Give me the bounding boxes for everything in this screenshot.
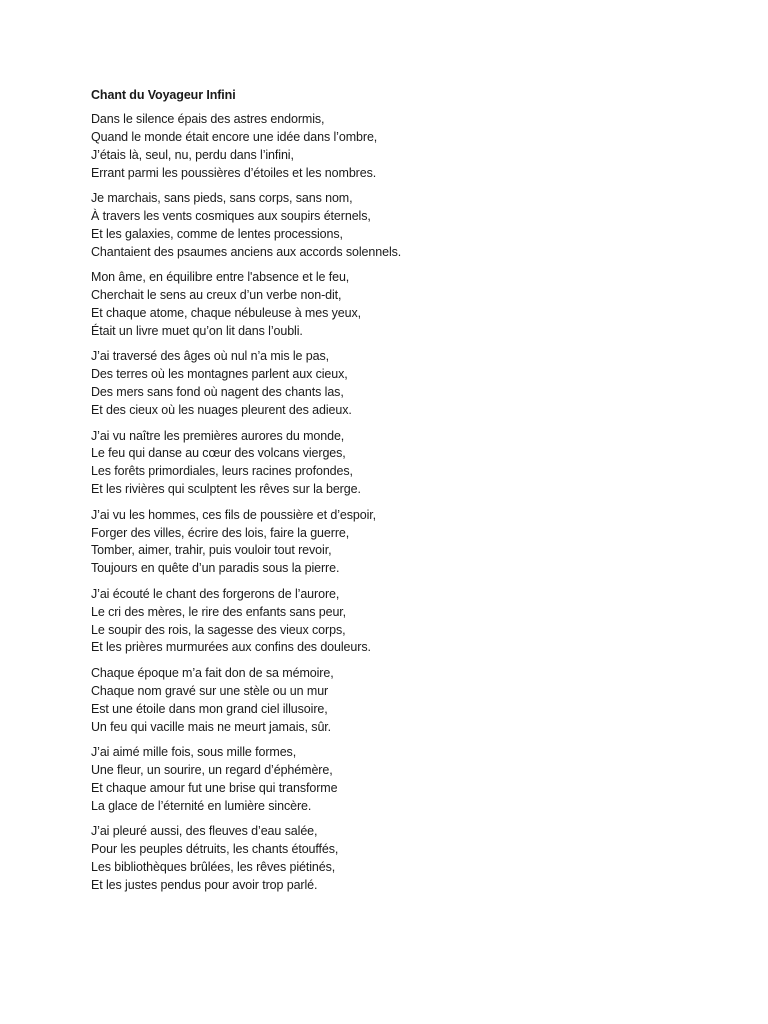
stanza [91,744,731,816]
poem-line: Quand le monde était encore une idée dans l’ombre, [91,129,378,144]
document-page [91,86,731,902]
poem-line: Chaque nom gravé sur une stèle ou un mur [91,683,329,698]
stanza [91,111,731,183]
poem-line: Les bibliothèques brûlées, les rêves piétinés, [91,859,336,874]
poem-line: Errant parmi les poussières d’étoiles et les nombres. [91,165,377,180]
poem-line: Les forêts primordiales, leurs racines profondes, [91,464,353,479]
poem-line: J’ai traversé des âges où nul n’a mis le pas, [91,349,329,364]
poem-line: Le soupir des rois, la sagesse des vieux corps, [91,622,346,637]
poem-line: J’ai pleuré aussi, des fleuves d’eau salée, [91,824,318,839]
poem-line: Dans le silence épais des astres endormis, [91,112,325,126]
poem-line: Toujours en quête d’un paradis sous la pierre. [91,561,340,576]
poem-line: Cherchait le sens au creux d’un verbe non-dit, [91,288,342,303]
stanza [91,428,731,500]
poem-line: Et les galaxies, comme de lentes processions, [91,226,343,241]
poem-line: Est une étoile dans mon grand ciel illusoire, [91,701,328,716]
poem-line: La glace de l’éternité en lumière sincère. [91,798,312,813]
poem-line: Et des cieux où les nuages pleurent des adieux. [91,403,352,418]
poem-line: J’ai vu les hommes, ces fils de poussière et d’espoir, [91,507,377,522]
poem-line: Le cri des mères, le rire des enfants sans peur, [91,604,347,619]
stanza [91,586,731,658]
stanza [91,348,731,420]
poem-line: Chaque époque m’a fait don de sa mémoire, [91,665,334,680]
stanza [91,823,731,895]
poem-line: Pour les peuples détruits, les chants étouffés, [91,842,339,857]
poem-line: Forger des villes, écrire des lois, faire la guerre, [91,525,350,540]
poem-line: À travers les vents cosmiques aux soupirs éternels, [91,209,371,224]
poem-line: Et chaque atome, chaque nébuleuse à mes yeux, [91,306,361,321]
poem-line: Était un livre muet qu’on lit dans l’oubli. [91,323,303,338]
poem-line: Un feu qui vacille mais ne meurt jamais, sûr. [91,719,332,734]
stanza [91,190,731,262]
poem-line: Une fleur, un sourire, un regard d’éphémère, [91,762,333,777]
poem-line: Et les prières murmurées aux confins des douleurs. [91,640,371,655]
stanza [91,269,731,341]
poem-line: J’ai vu naître les premières aurores du monde, [91,428,345,443]
poem-line: Des terres où les montagnes parlent aux cieux, [91,367,348,382]
poem-line: Tomber, aimer, trahir, puis vouloir tout revoir, [91,543,332,558]
poem-line: Le feu qui danse au cœur des volcans vierges, [91,446,346,461]
poem-line: Mon âme, en équilibre entre l'absence et le feu, [91,270,350,285]
poem-line: J’ai écouté le chant des forgerons de l’aurore, [91,586,340,601]
poem-title: Chant du Voyageur Infini [91,88,236,102]
poem-line: J’ai aimé mille fois, sous mille formes, [91,745,297,759]
poem-line: Chantaient des psaumes anciens aux accords solennels. [91,244,402,259]
poem-line: Des mers sans fond où nagent des chants las, [91,385,344,400]
poem-line: Et chaque amour fut une brise qui transforme [91,780,338,795]
poem-line: J’étais là, seul, nu, perdu dans l’infini, [91,147,294,162]
poem-line: Je marchais, sans pieds, sans corps, sans nom, [91,191,353,206]
poem-line: Et les rivières qui sculptent les rêves sur la berge. [91,482,361,497]
stanza [91,507,731,579]
poem-body [91,111,731,895]
poem-line: Et les justes pendus pour avoir trop parlé. [91,877,318,892]
stanza [91,665,731,737]
